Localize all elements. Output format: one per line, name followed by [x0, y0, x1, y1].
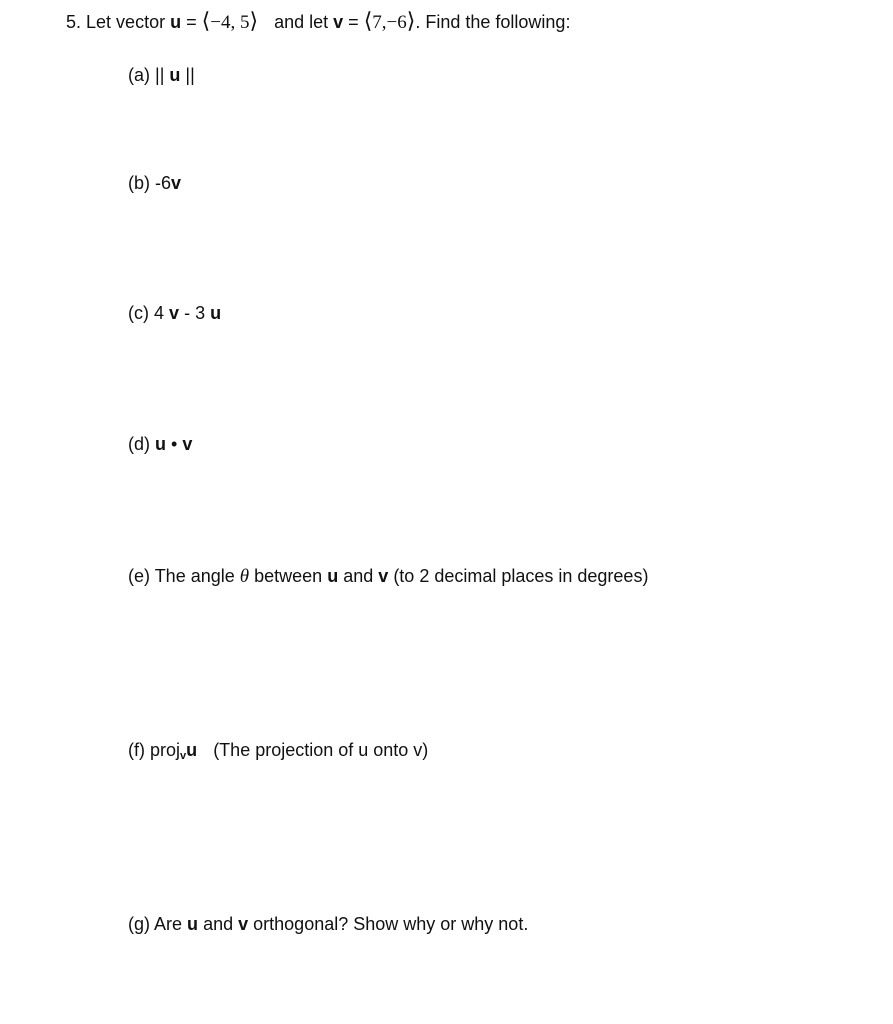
v-symbol: v	[238, 914, 249, 934]
equals-sign-2: =	[348, 12, 359, 32]
u-symbol: u	[169, 65, 181, 85]
equals-sign: =	[186, 12, 197, 32]
part-f-label: (f)	[128, 740, 145, 760]
part-e-label: (e)	[128, 566, 150, 586]
scalar-prefix: -6	[155, 173, 172, 193]
u-symbol: u	[186, 740, 198, 760]
scalar-four: 4	[154, 303, 165, 323]
u-symbol: u	[155, 434, 167, 454]
v-symbol: v	[182, 434, 193, 454]
problem-number: 5.	[66, 12, 82, 32]
part-e	[128, 565, 648, 588]
norm-bars-left: ||	[155, 65, 165, 85]
norm-bars-right: ||	[185, 65, 195, 85]
proj-text: proj	[150, 740, 181, 760]
part-g-label: (g)	[128, 914, 150, 934]
projection-note: (The projection of u onto v)	[213, 740, 429, 760]
intro-text: Let vector	[86, 12, 166, 32]
u-open-bracket: ⟨	[201, 8, 211, 33]
and-text: and	[203, 914, 234, 934]
theta-symbol: θ	[239, 566, 250, 587]
v-values: 7,−6	[372, 12, 407, 33]
v-symbol: v	[378, 566, 389, 586]
part-a	[128, 64, 195, 86]
and-text: and	[343, 566, 374, 586]
u-symbol: u	[210, 303, 222, 323]
are-text: Are	[154, 914, 183, 934]
u-symbol: u	[187, 914, 199, 934]
v-open-bracket: ⟨	[363, 8, 373, 33]
proj-subscript-v: v	[180, 750, 187, 762]
tail-text: . Find the following:	[415, 12, 571, 32]
minus-three: - 3	[184, 303, 206, 323]
part-b	[128, 172, 181, 194]
dot-operator: •	[171, 434, 178, 454]
v-symbol: v	[169, 303, 180, 323]
u-symbol: u	[327, 566, 339, 586]
orthogonal-question: orthogonal? Show why or why not.	[253, 914, 529, 934]
part-f	[128, 739, 428, 767]
u-symbol: u	[170, 12, 182, 32]
part-g	[128, 913, 528, 935]
and-let-text: and let	[274, 12, 329, 32]
v-symbol: v	[171, 173, 182, 193]
decimal-note: (to 2 decimal places in degrees)	[393, 566, 649, 586]
between-text: between	[254, 566, 323, 586]
v-close-bracket: ⟩	[406, 8, 416, 33]
v-symbol: v	[333, 12, 344, 32]
u-close-bracket: ⟩	[249, 8, 259, 33]
u-values: −4, 5	[210, 12, 250, 33]
part-a-label: (a)	[128, 65, 150, 85]
part-c-label: (c)	[128, 303, 149, 323]
angle-text: The angle	[154, 566, 235, 586]
part-b-label: (b)	[128, 173, 150, 193]
part-d-label: (d)	[128, 434, 150, 454]
part-d	[128, 433, 192, 455]
part-c	[128, 302, 221, 324]
problem-statement	[66, 10, 570, 34]
